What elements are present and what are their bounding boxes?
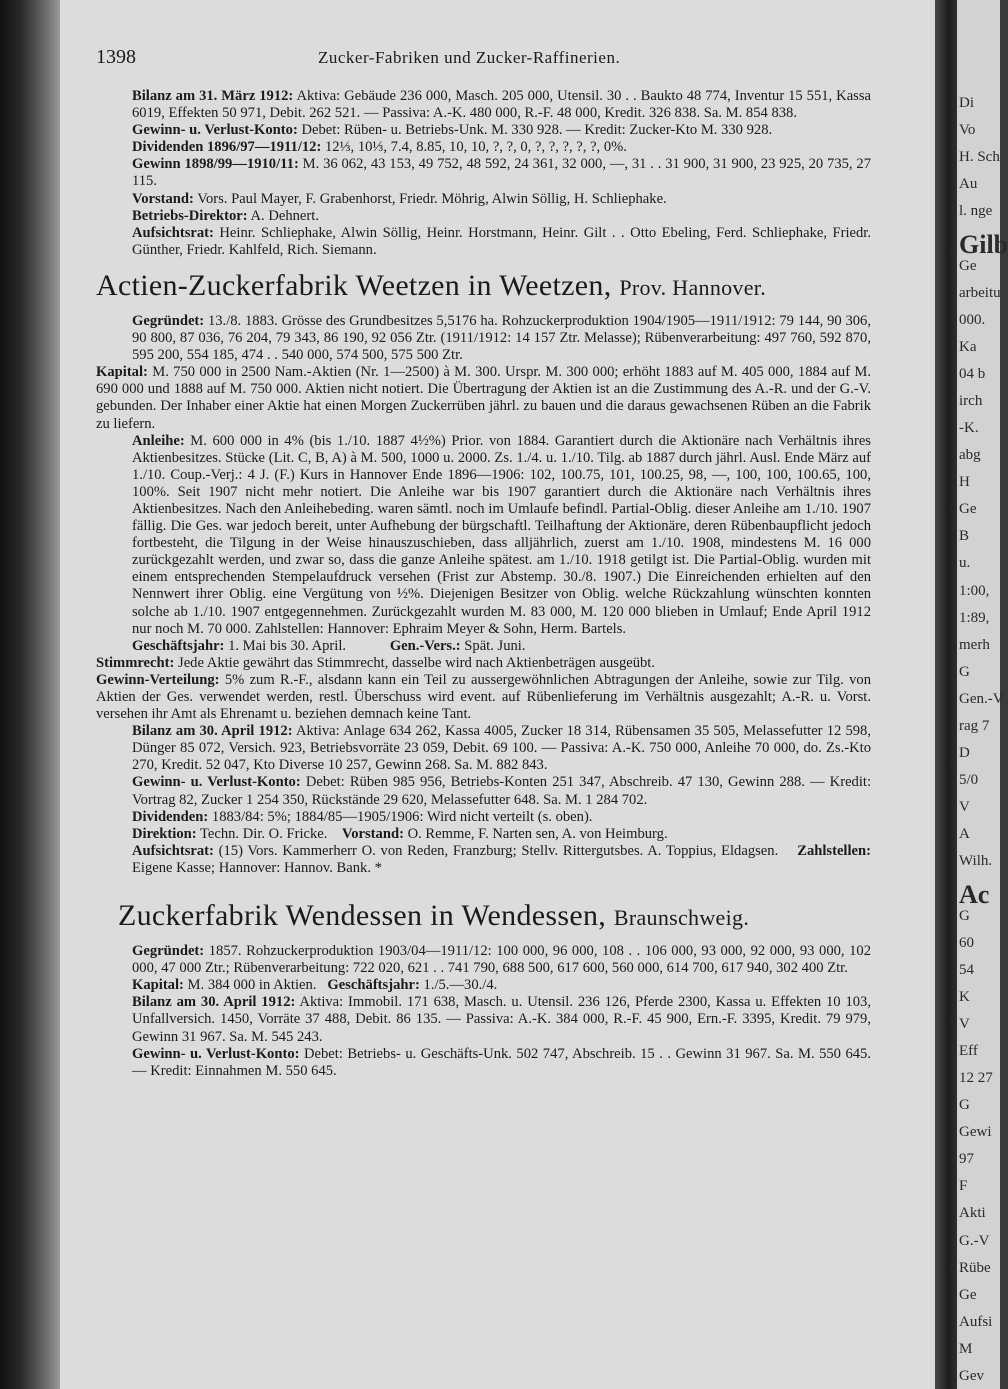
wendessen-section — [96, 943, 871, 1080]
running-title: Zucker-Fabriken und Zucker-Raffinerien. — [318, 48, 621, 67]
adjacent-page-fragment: 60 — [959, 934, 974, 951]
adjacent-page-fragment: 54 — [959, 961, 974, 978]
adjacent-page-fragment: H. Sch — [959, 149, 1000, 166]
prev-aufsichtsrat: Aufsichtsrat: Heinr. Schliephake, Alwin Söllig, Heinr. Horstmann, Heinr. Gilt . . Otto Ebeling, Ferd. Schliephake, Friedr. Günther, Friedr. Kahlfeld, Rich. Siemann. — [132, 224, 872, 258]
adjacent-page-fragment: Ka — [959, 338, 977, 355]
prev-dividenden: Dividenden 1896/97—1911/12: 12⅓, 10⅓, 7.4, 8.85, 10, 10, ?, ?, 0, ?, ?, ?, ?, ?, 0%. — [132, 139, 627, 156]
weetzen-title: Actien-Zuckerfabrik Weetzen in Weetzen, Prov. Hannover. — [96, 268, 766, 302]
adjacent-page-fragment: M — [959, 1340, 973, 1357]
adjacent-page-fragment: K — [959, 988, 970, 1005]
adjacent-page-fragment: 1:89, — [959, 609, 990, 626]
adjacent-page-fragment: Gev — [959, 1367, 984, 1384]
prev-betriebs-direktor: Betriebs-Direktor: A. Dehnert. — [132, 207, 319, 224]
adjacent-page-fragment: F — [959, 1178, 968, 1195]
adjacent-page-fragment: l. nge — [959, 203, 993, 220]
page-gutter — [935, 0, 957, 1389]
weetzen-dividenden: Dividenden: 1883/84: 5%; 1884/85—1905/1906: Wird nicht verteilt (s. oben). — [132, 808, 593, 825]
weetzen-gewinn-verteilung: Gewinn-Verteilung: 5% zum R.-F., alsdann kann ein Teil zu aussergewöhnlichen Abtragungen der Anleihe, sowie zur Tilg. von Aktien der Ges. verwendet werden, restl. Überschuss wird event. auf Rübenlieferung im Verhältnis ausgezahlt; A.-R. u. Vorst. versehen ihr Amt als Ehrenamt u. beziehen demnach keine Tant. — [96, 671, 871, 723]
adjacent-page-fragment: irch — [959, 392, 983, 409]
binding-shadow — [0, 0, 60, 1389]
adjacent-page-fragment: 1:00, — [959, 582, 990, 599]
weetzen-bilanz: Bilanz am 30. April 1912: Aktiva: Anlage 634 262, Kassa 4005, Zucker 18 314, Rübensamen 35 505, Melassefutter 12 598, Dünger 85 072, Versich. 923, Betriebsvorräte 23 059, Debit. 69 100. — Passiva: A.-K. 750 000, Anleihe 70 000, do. Zs.-Kto 270, Kredit. 52 047, Kto Diverse 10 257, Gewinn 268. Sa. M. 882 843. — [132, 723, 871, 774]
adjacent-page-fragment: rag 7 — [959, 717, 990, 734]
adjacent-page-fragment: G — [959, 907, 970, 924]
prev-company-section — [96, 88, 871, 259]
adjacent-page-fragment: Ge — [959, 1286, 977, 1303]
adjacent-page-fragment: arbeitu — [959, 284, 1001, 301]
weetzen-gegruendet: Gegründet: 13./8. 1883. Grösse des Grundbesitzes 5,5176 ha. Rohzuckerproduktion 1904/1905—1911/1912: 79 144, 90 306, 90 800, 87 036, 76 204, 79 343, 86 190, 92 056 Ztr. (1911/1912: 14 157 Ztr. Melasse); Rübenverarbeitung: 497 760, 592 870, 595 200, 554 185, 474 . . 540 000, 574 500, 575 500 Ztr. — [132, 312, 871, 364]
adjacent-page-fragment: B — [959, 528, 970, 545]
weetzen-direktion-vorstand: Direktion: Techn. Dir. O. Fricke. Vorstand: O. Remme, F. Narten sen, A. von Heimburg. — [132, 825, 668, 842]
adjacent-page-fragment: abg — [959, 447, 981, 464]
adjacent-page-edge — [957, 0, 1008, 1389]
adjacent-page-fragment: 000. — [959, 311, 986, 328]
wendessen-title: Zuckerfabrik Wendessen in Wendessen, Braunschweig. — [118, 899, 750, 933]
weetzen-guv: Gewinn- u. Verlust-Konto: Debet: Rüben 985 956, Betriebs-Konten 251 347, Abschreib. 47 130, Gewinn 288. — Kredit: Vortrag 82, Zucker 1 254 350, Rückstände 29 620, Melassefutter 648. Sa. M. 1 284 702. — [132, 774, 872, 808]
adjacent-page-fragment: 5/0 — [959, 772, 979, 789]
weetzen-stimmrecht: Stimmrecht: Jede Aktie gewährt das Stimmrecht, dasselbe wird nach Aktienbeträgen ausgeübt. — [96, 654, 656, 671]
wendessen-gegruendet: Gegründet: 1857. Rohzuckerproduktion 1903/04—1911/12: 100 000, 96 000, 108 . . 106 000, 93 000, 92 000, 93 000, 102 000, 47 000 Ztr.; Rübenverarbeitung: 722 020, 621 . . 741 790, 688 500, 617 600, 560 000, 614 700, 617 940, 302 400 Ztr. — [132, 943, 872, 977]
adjacent-page-fragment: Wilh. — [959, 853, 993, 870]
prev-vorstand: Vorstand: Vors. Paul Mayer, F. Grabenhorst, Friedr. Möhrig, Alwin Söllig, H. Schliephake. — [132, 190, 667, 207]
adjacent-page-fragment: G.-V — [959, 1232, 990, 1249]
page-content — [96, 88, 871, 1080]
page-header — [96, 46, 786, 72]
page-number: 1398 — [96, 46, 136, 68]
adjacent-page-fragment: G — [959, 1097, 970, 1114]
weetzen-anleihe: Anleihe: M. 600 000 in 4% (bis 1./10. 1887 4½%) Prior. von 1884. Garantiert durch die Aktionäre nach Verhältnis ihres Aktienbesitzes. Stücke (Lit. C, B, A) à M. 500, 1000 u. 2000. Zs. 1./4. u. 1./10. Tilg. ab 1887 durch jährl. Ausl. Ende März auf 1./10. Coup.-Verj.: 4 J. (F.) Kurs in Hannover Ende 1896—1906: 102, 100.75, 101, 100.25, 98, —, 100, 100, 100.65, 100, 100%. Seit 1907 nicht mehr notiert. Die Anleihe war bis 1907 garantiert durch die Aktionäre nach Verhältnis ihres Aktienbesitzes. Nach den Anleihebeding. waren sämtl. noch im Umlaufe befindl. Partial-Oblig. dieser Anleihe am 1./10. 1907 fällig. Die Ges. war jedoch bereit, unter Aufhebung der bürgschaftl. Teilhaftung der Aktionäre, deren Rübenbaupflicht jedoch fortbesteht, die Tilgung in der Weise hinauszuschieben, dass alljährlich, zuerst am 1./10. 1908, mindestens M. 16 000 zurückgezahlt werden, und zwar so, dass die ganze Anleihe spätest. am 1./10. 1918 getilgt ist. Die Partial-Oblig. wurden mit einem entsprechenden Stempelaufdruck versehen (Frist zur Abstemp. 30./8. 1907.) Die Einreichenden erhielten auf den Nennwert ihrer Oblig. eine Vergütung von ½%. Diejenigen Besitzer von Oblig. welche Rückzahlung wünschten konnten solche ab 1./10. 1907 entgegennehmen. Zurückgezahlt wurden M. 83 000, M. 120 000 blieben in Umlauf; Ende April 1912 nur noch M. 70 000. Zahlstellen: Hannover: Ephraim Meyer & Sohn, Herm. Bartels. — [132, 432, 871, 637]
adjacent-page-fragment: D — [959, 745, 970, 761]
adjacent-page-fragment: Au — [959, 176, 978, 193]
adjacent-page-fragment: merh — [959, 636, 990, 653]
prev-gewinn: Gewinn 1898/99—1910/11: M. 36 062, 43 153, 49 752, 48 592, 24 361, 32 000, —, 31 . . 31 900, 31 900, 23 925, 20 735, 27 115. — [132, 156, 872, 190]
adjacent-page-fragment: Ge — [959, 257, 977, 274]
adjacent-page-fragment: Gen.-V — [959, 690, 1004, 707]
adjacent-page-fragment: 12 27 — [959, 1070, 993, 1086]
adjacent-page-fragment: 04 b — [959, 365, 986, 382]
adjacent-page-fragment: Gilb — [959, 230, 1008, 260]
adjacent-page-fragment: V — [959, 1015, 970, 1032]
adjacent-page-fragment: Rübe — [959, 1259, 991, 1276]
wendessen-kapital: Kapital: M. 384 000 in Aktien. Geschäftsjahr: 1./5.—30./4. — [132, 977, 498, 994]
prev-guv: Gewinn- u. Verlust-Konto: Debet: Rüben- u. Betriebs-Unk. M. 330 928. — Kredit: Zucker-Kto M. 330 928. — [132, 122, 773, 139]
adjacent-page-fragment: u. — [959, 555, 971, 572]
adjacent-page-fragment: A — [959, 826, 970, 843]
adjacent-page-fragment: 97 — [959, 1151, 974, 1168]
adjacent-page-fragment: Vo — [959, 122, 976, 139]
weetzen-geschaeftsjahr: Geschäftsjahr: 1. Mai bis 30. April. Gen.-Vers.: Spät. Juni. — [132, 637, 526, 654]
prev-bilanz: Bilanz am 31. März 1912: Aktiva: Gebäude 236 000, Masch. 205 000, Utensil. 30 . . Baukto 48 774, Inventur 15 551, Kassa 6019, Effekten 50 971, Debit. 262 521. — Passiva: A.-K. 480 000, R.-F. 48 000, Kredit. 326 838. Sa. M. 854 838. — [132, 88, 872, 122]
adjacent-page-fragment: V — [959, 799, 970, 816]
weetzen-kapital: Kapital: M. 750 000 in 2500 Nam.-Aktien (Nr. 1—2500) à M. 300. Urspr. M. 300 000; erhöht 1883 auf M. 405 000, 1884 auf M. 690 000 und 1888 auf M. 750 000. Aktien nicht notiert. Die Übertragung der Aktien ist an die Zustimmung des A.-R. und der G.-V. gebunden. Der Inhaber einer Aktie hat einen Morgen Zuckerrüben jährl. zu bauen und die daraus gewachsenen Rüben an die Fabrik zu liefern. — [96, 364, 871, 432]
adjacent-page-fragment: H — [959, 474, 970, 491]
adjacent-page-fragment: -K. — [959, 420, 979, 436]
weetzen-section — [96, 313, 871, 877]
adjacent-page-fragment: G — [959, 663, 970, 680]
adjacent-page-fragment: Aufsi — [959, 1313, 993, 1330]
adjacent-page-fragment: Gewi — [959, 1124, 992, 1141]
adjacent-page-fragment: Akti — [959, 1205, 986, 1222]
adjacent-page-fragment: Ac — [959, 880, 990, 910]
adjacent-page-fragment: Di — [959, 95, 974, 111]
adjacent-page-fragment: Ge — [959, 501, 977, 518]
wendessen-bilanz: Bilanz am 30. April 1912: Aktiva: Immobil. 171 638, Masch. u. Utensil. 236 126, Pferde 2300, Kassa u. Effekten 10 103, Unfallversich. 1450, Vorräte 37 488, Debit. 86 135. — Passiva: A.-K. 384 000, R.-F. 45 900, Ern.-F. 3395, Kredit. 79 979, Gewinn 31 967. Sa. M. 545 243. — [132, 994, 871, 1045]
adjacent-page-fragment: Eff — [959, 1042, 978, 1059]
wendessen-guv: Gewinn- u. Verlust-Konto: Debet: Betriebs- u. Geschäfts-Unk. 502 747, Abschreib. 15 . . Gewinn 31 967. Sa. M. 550 645. — Kredit: Einnahmen M. 550 645. — [132, 1045, 871, 1079]
weetzen-aufsichtsrat: Aufsichtsrat: (15) Vors. Kammerherr O. von Reden, Franzburg; Stellv. Rittergutsbes. A. Toppius, Eldagsen. Zahlstellen: Eigene Kasse; Hannover: Hannov. Bank. * — [132, 842, 871, 876]
